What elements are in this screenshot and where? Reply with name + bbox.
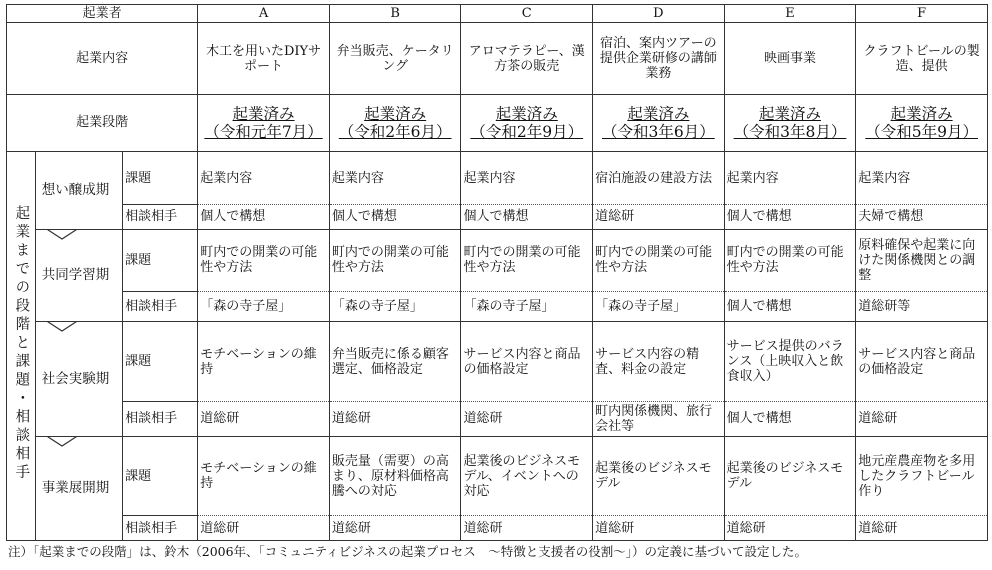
issue-cell: 町内での開業の可能性や方法 (329, 229, 461, 291)
consult-cell: 夫婦で構想 (856, 205, 988, 230)
consult-cell: 個人で構想 (461, 205, 593, 230)
consult-cell: 道総研 (198, 516, 330, 541)
consult-label: 相談相手 (123, 402, 198, 437)
stage-consult-row (7, 291, 988, 322)
business-cell: アロマテラピー、漢方茶の販売 (461, 23, 593, 94)
issue-cell: サービス内容と商品の価格設定 (856, 322, 988, 402)
consult-cell: 道総研 (593, 516, 725, 541)
issue-cell: 弁当販売に係る顧客選定、価格設定 (329, 322, 461, 402)
down-arrow-icon (40, 229, 84, 240)
consult-cell: 「森の寺子屋」 (198, 291, 330, 322)
stage-name: 想い醸成期 (41, 181, 110, 198)
issue-cell: 原料確保や起業に向けた関係機関との調整 (856, 229, 988, 291)
consult-cell: 町内関係機関、旅行会社等 (593, 402, 725, 437)
consult-cell: 道総研 (329, 402, 461, 437)
down-arrow-icon (40, 436, 84, 447)
stage-consult-row (7, 402, 988, 437)
down-arrow-icon (40, 322, 84, 333)
issue-label: 課題 (123, 229, 198, 291)
issue-cell: 町内での開業の可能性や方法 (724, 229, 856, 291)
consult-cell: 道総研 (856, 516, 988, 541)
stage-name-cell (35, 322, 122, 436)
phase-status: 起業済み (890, 104, 953, 123)
phase-cell (856, 94, 988, 151)
issue-cell: サービス内容と商品の価格設定 (461, 322, 593, 402)
issue-cell: 宿泊施設の建設方法 (593, 152, 725, 205)
consult-cell: 個人で構想 (724, 205, 856, 230)
column-header-e: E (724, 5, 856, 23)
issue-cell: 起業後のビジネスモデル (593, 436, 725, 516)
business-label: 起業内容 (7, 23, 198, 94)
stage-name: 共同学習期 (41, 267, 110, 284)
phase-date: （令和3年8月） (733, 122, 847, 141)
consult-cell: 道総研 (593, 205, 725, 230)
issue-cell: 販売量（需要）の高まり、原材料価格高騰への対応 (329, 436, 461, 516)
phase-cell (593, 94, 725, 151)
phase-cell (329, 94, 461, 151)
stage-consult-row (7, 205, 988, 230)
stage-name-cell (35, 152, 122, 230)
consult-cell: 道総研 (329, 516, 461, 541)
phase-row (7, 94, 988, 151)
column-header-d: D (593, 5, 725, 23)
issue-cell: モチベーションの維持 (198, 436, 330, 516)
consult-cell: 個人で構想 (724, 291, 856, 322)
issue-cell: 起業内容 (329, 152, 461, 205)
phase-status: 起業済み (364, 104, 427, 123)
consult-cell: 道総研 (461, 516, 593, 541)
stage-name: 事業展開期 (41, 479, 110, 496)
consult-cell: 道総研等 (856, 291, 988, 322)
stage-name: 社会実験期 (41, 370, 110, 387)
stage-issue-row (7, 322, 988, 402)
stage-issue-row (7, 229, 988, 291)
issue-cell: 起業内容 (724, 152, 856, 205)
stage-consult-row (7, 516, 988, 541)
phase-cell (198, 94, 330, 151)
issue-label: 課題 (123, 152, 198, 205)
side-label: 起業までの段階と課題・相談相手 (13, 205, 30, 483)
column-header-a: A (198, 5, 330, 23)
phase-status: 起業済み (232, 104, 295, 123)
consult-cell: 道総研 (724, 516, 856, 541)
phase-date: （令和2年6月） (338, 122, 452, 141)
consult-cell: 個人で構想 (329, 205, 461, 230)
consult-cell: 道総研 (198, 402, 330, 437)
business-cell: 映画事業 (724, 23, 856, 94)
consult-cell: 「森の寺子屋」 (593, 291, 725, 322)
entrepreneur-table (6, 4, 988, 541)
issue-cell: 起業内容 (198, 152, 330, 205)
consult-cell: 道総研 (461, 402, 593, 437)
phase-date: （令和元年7月） (204, 122, 323, 141)
business-cell: 弁当販売、ケータリング (329, 23, 461, 94)
business-cell: 木工を用いたDIYサポート (198, 23, 330, 94)
phase-cell (724, 94, 856, 151)
issue-cell: 町内での開業の可能性や方法 (461, 229, 593, 291)
column-header-c: C (461, 5, 593, 23)
issue-cell: 町内での開業の可能性や方法 (593, 229, 725, 291)
column-header-f: F (856, 5, 988, 23)
phase-status: 起業済み (758, 104, 821, 123)
business-row (7, 23, 988, 94)
phase-date: （令和5年9月） (865, 122, 978, 141)
consult-cell: 道総研 (856, 402, 988, 437)
phase-date: （令和2年9月） (470, 122, 584, 141)
issue-label: 課題 (123, 322, 198, 402)
consult-label: 相談相手 (123, 205, 198, 230)
stage-name-cell (35, 229, 122, 322)
phase-label: 起業段階 (7, 94, 198, 151)
footnote: 注）「起業までの段階」は、鈴木（2006年、「コミュニティビジネスの起業プロセス ～特徴と支援者の役割～」）の定義に基づいて設定した。 (8, 544, 807, 559)
business-cell: クラフトビールの製造、提供 (856, 23, 988, 94)
entrepreneur-header: 起業者 (7, 5, 198, 23)
stage-name-cell (35, 436, 122, 540)
column-header-b: B (329, 5, 461, 23)
stage-issue-row (7, 152, 988, 205)
header-row (7, 5, 988, 23)
phase-status: 起業済み (495, 104, 558, 123)
issue-cell: 起業内容 (461, 152, 593, 205)
issue-cell: 町内での開業の可能性や方法 (198, 229, 330, 291)
issue-cell: 起業内容 (856, 152, 988, 205)
stage-issue-row (7, 436, 988, 516)
issue-cell: 起業後のビジネスモデル、イベントへの対応 (461, 436, 593, 516)
side-label-cell (7, 152, 36, 541)
issue-cell: モチベーションの維持 (198, 322, 330, 402)
issue-cell: 地元産農産物を多用したクラフトビール作り (856, 436, 988, 516)
phase-status: 起業済み (627, 104, 690, 123)
consult-cell: 個人で構想 (724, 402, 856, 437)
consult-label: 相談相手 (123, 291, 198, 322)
business-cell: 宿泊、案内ツアーの提供企業研修の講師業務 (593, 23, 725, 94)
issue-cell: サービス提供のバランス（上映収入と飲食収入） (724, 322, 856, 402)
consult-label: 相談相手 (123, 516, 198, 541)
phase-cell (461, 94, 593, 151)
consult-cell: 「森の寺子屋」 (461, 291, 593, 322)
issue-label: 課題 (123, 436, 198, 516)
consult-cell: 個人で構想 (198, 205, 330, 230)
phase-date: （令和3年6月） (602, 122, 715, 141)
issue-cell: サービス内容の精査、料金の設定 (593, 322, 725, 402)
consult-cell: 「森の寺子屋」 (329, 291, 461, 322)
issue-cell: 起業後のビジネスモデル (724, 436, 856, 516)
